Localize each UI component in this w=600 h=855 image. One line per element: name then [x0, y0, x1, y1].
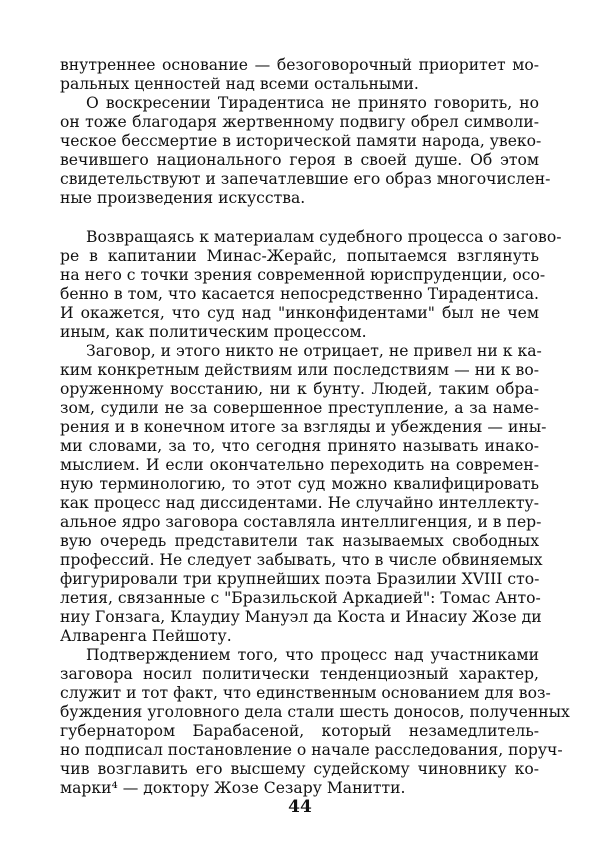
text-line: иным, как политическим процессом.: [60, 323, 367, 341]
text-line: ральных ценностей над всеми остальными.: [60, 75, 419, 93]
text-line: И окажется, что суд над "инконфидентами" был не чем: [60, 304, 539, 322]
text-line: заговора носил политически тенденциозный характер,: [60, 665, 539, 683]
text-line: ную терминологию, то этот суд можно квалифицировать: [60, 475, 539, 493]
text-line: Возвращаясь к материалам судебного процесса о загово-: [86, 228, 562, 246]
text-line: бенно в том, что касается непосредственно Тирадентиса.: [60, 285, 539, 303]
text-line: марки⁴ — доктору Жозе Сезару Манитти.: [60, 779, 406, 797]
page-number: 44: [288, 797, 312, 817]
text-line: ким конкретным действиям или последствиям — ни к во-: [60, 361, 539, 379]
text-line: служит и тот факт, что единственным основанием для воз-: [60, 684, 551, 702]
text-line: внутреннее основание — безоговорочный приоритет мо-: [60, 56, 539, 74]
text-line: он тоже благодаря жертвенному подвигу обрел символи-: [60, 113, 539, 131]
text-line: чив возглавить его высшему судейскому чиновнику ко-: [60, 760, 539, 778]
text-line: мыслием. И если окончательно переходить на современ-: [60, 456, 539, 474]
text-line: но подписал постановление о начале расследования, поруч-: [60, 741, 563, 759]
text-line: ми словами, за то, что сегодня принято называть инако-: [60, 437, 539, 455]
text-line: Подтверждением того, что процесс над участниками: [86, 646, 539, 664]
text-line: буждения уголовного дела стали шесть доносов, полученных: [60, 703, 570, 721]
text-line: ре в капитании Минас-Жерайс, попытаемся взглянуть: [60, 247, 539, 265]
text-line: свидетельствуют и запечатлевшие его образ многочислен-: [60, 170, 551, 188]
text-line: ные произведения искусства.: [60, 189, 306, 207]
text-line: Заговор, и этого никто не отрицает, не привел ни к ка-: [86, 342, 542, 360]
text-line: ниу Гонзага, Клаудиу Мануэл да Коста и Инасиу Жозе ди: [60, 608, 542, 626]
text-line: губернатором Барабасеной, который незамедлитель-: [60, 722, 539, 740]
text-line: Алваренга Пейшоту.: [60, 627, 232, 645]
text-line: вечившего национального героя в своей душе. Об этом: [60, 151, 539, 169]
text-line: ческое бессмертие в исторической памяти народа, увеко-: [60, 132, 542, 150]
text-line: вую очередь представители так называемых свободных: [60, 532, 539, 550]
text-line: профессий. Не следует забывать, что в числе обвиняемых: [60, 551, 543, 569]
text-line: фигурировали три крупнейших поэта Бразилии XVIII сто-: [60, 570, 540, 588]
text-line: летия, связанные с "Бразильской Аркадией": Томас Анто-: [60, 589, 541, 607]
text-line: альное ядро заговора составляла интеллигенция, и в пер-: [60, 513, 542, 531]
text-line: рения и в конечном итоге за взгляды и убеждения — ины-: [60, 418, 547, 436]
text-line: О воскресении Тирадентиса не принято говорить, но: [86, 94, 539, 112]
text-line: оруженному восстанию, ни к бунту. Людей, таким обра-: [60, 380, 539, 398]
text-line: зом, судили не за совершенное преступление, а за наме-: [60, 399, 539, 417]
text-line: на него с точки зрения современной юриспруденции, осо-: [60, 266, 546, 284]
text-line: как процесс над диссидентами. Не случайно интеллекту-: [60, 494, 539, 512]
